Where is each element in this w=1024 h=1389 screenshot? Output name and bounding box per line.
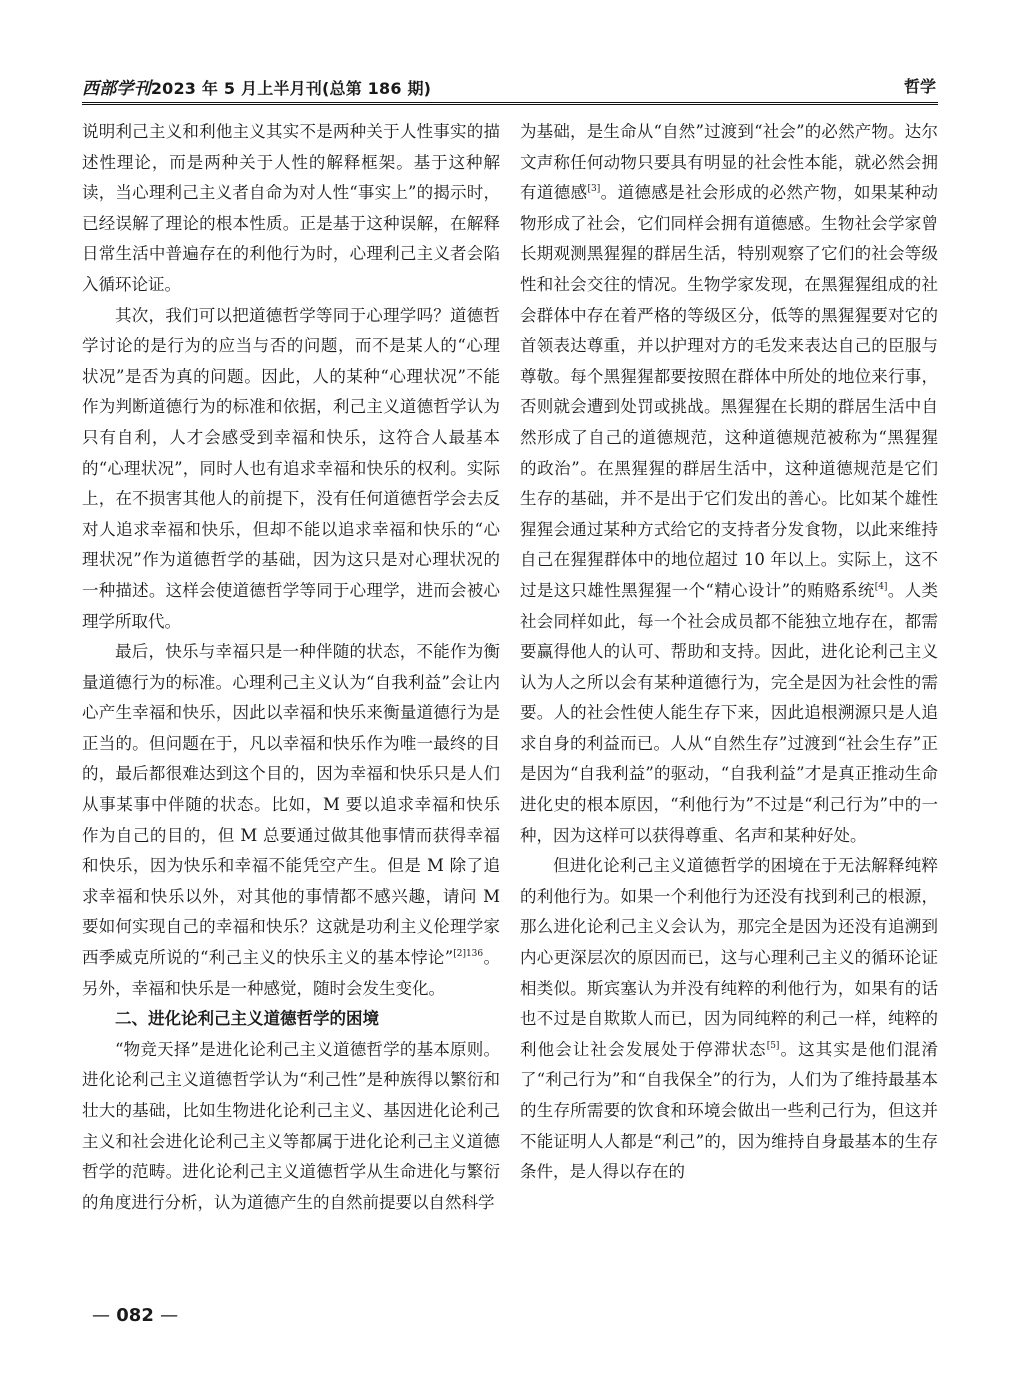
journal-issue-line bbox=[82, 74, 431, 99]
issue-info: 2023 年 5 月上半月刊(总第 186 期) bbox=[150, 79, 432, 98]
paragraph: “物竞天择”是进化论利己主义道德哲学的基本原则。进化论利己主义道德哲学认为“利己性”是种族得以繁衍和壮大的基础，比如生物进化论利己主义、基因进化论利己主义和社会进化论利己主义等都属于进化论利己主义道德哲学的范畴。进化论利己主义道德哲学从生命进化与繁衍的角度进行分析，认为道德产生的自然前提要以自然科学 bbox=[82, 1039, 500, 1212]
citation-mark: [5] bbox=[766, 1040, 780, 1051]
section-heading: 二、进化论利己主义道德哲学的困境 bbox=[115, 1009, 379, 1029]
paragraph: 其次，我们可以把道德哲学等同于心理学吗？道德哲学讨论的是行为的应当与否的问题，而不是某人的“心理状况”是否为真的问题。因此，人的某种“心理状况”不能作为判断道德行为的标准和依据，利己主义道德哲学认为只有自利，人才会感受到幸福和快乐，这符合人最基本的“心理状况”，同时人也有追求幸福和快乐的权利。实际上，在不损害其他人的前提下，没有任何道德哲学会去反对人追求幸福和快乐，但却不能以追求幸福和快乐的“心理状况”作为道德哲学的基础，因为这只是对心理状况的一种描述。这样会使道德哲学等同于心理学，进而会被心理学所取代。 bbox=[82, 305, 500, 631]
page-number-footer bbox=[92, 1305, 178, 1326]
page-number: 082 bbox=[116, 1305, 154, 1326]
footer-dash: — bbox=[92, 1305, 110, 1326]
citation-mark: [4] bbox=[874, 581, 888, 592]
running-header bbox=[82, 70, 938, 105]
paragraph-text: 最后，快乐与幸福只是一种伴随的状态，不能作为衡量道德行为的标准。心理利己主义认为“自我利益”会让内心产生幸福和快乐，因此以幸福和快乐来衡量道德行为是正当的。但问题在于，凡以幸福和快乐作为唯一最终的目的，最后都很难达到这个目的，因为幸福和快乐只是人们从事某事中伴随的状态。比如，M 要以追求幸福和快乐作为自己的目的，但 M 总要通过做其他事情而获得幸福和快乐，因为快乐和幸福不能凭空产生。但是 M 除了追求幸福和快乐以外，对其他的事情都不感兴趣，请问 M 要如何实现自己的幸福和快乐？这就是功利主义伦理学家西季威克所说的“利己主义的快乐主义的基本悖论” bbox=[82, 642, 500, 968]
paragraph-text: 为基础，是生命从“自然”过渡到“社会”的必然产物。达尔文声称任何动物只要具有明显的社会性本能，就必然会拥有道德感 bbox=[520, 122, 938, 203]
footer-dash: — bbox=[160, 1305, 179, 1326]
paragraph-text: 。道德感是社会形成的必然产物，如果某种动物形成了社会，它们同样会拥有道德感。生物社会学家曾长期观测黑猩猩的群居生活，特别观察了它们的社会等级性和社会交往的情况。生物学家发现，在黑猩猩组成的社会群体中存在着严格的等级区分，低等的黑猩猩要对它的首领表达尊重，并以护理对方的毛发来表达自己的臣服与尊敬。每个黑猩猩都要按照在群体中所处的地位来行事，否则就会遭到处罚或挑战。黑猩猩在长期的群居生活中自然形成了自己的道德规范，这种道德规范被称为“黑猩猩的政治”。在黑猩猩的群居生活中，这种道德规范是它们生存的基础，并不是出于它们发出的善心。比如某个雄性猩猩会通过某种方式给它的支持者分发食物，以此来维持自己在猩猩群体中的地位超过 10 年以上。实际上，这不过是这只雄性黑猩猩一个“精心设计”的贿赂系统 bbox=[520, 183, 939, 600]
paragraph bbox=[520, 851, 938, 1188]
paragraph-text: 。这其实是他们混淆了“利己行为”和“自我保全”的行为，人们为了维持最基本的生存所需要的饮食和环境会做出一些利己行为，但这并不能证明人人都是“利己”的，因为维持自身最基本的生存条件，是人得以存在的 bbox=[520, 1039, 939, 1182]
right-column bbox=[520, 117, 938, 1188]
paragraph-text: 但进化论利己主义道德哲学的困境在于无法解释纯粹的利他行为。如果一个利他行为还没有找到利己的根源，那么进化论利己主义会认为，那完全是因为还没有追溯到内心更深层次的原因而已，这与心理利己主义的循环论证相类似。斯宾塞认为并没有纯粹的利他行为，如果有的话也不过是自欺欺人而已，因为同纯粹的利己一样，纯粹的利他会让社会发展处于停滞状态 bbox=[520, 856, 938, 1059]
section-label: 哲学 bbox=[903, 77, 936, 96]
citation-mark: [2]136 bbox=[453, 949, 484, 960]
citation-mark: [3] bbox=[587, 184, 601, 195]
paragraph bbox=[520, 117, 938, 851]
paragraph-text: 。另外，幸福和快乐是一种感觉，随时会发生变化。 bbox=[82, 948, 500, 998]
left-column bbox=[82, 117, 500, 1218]
paragraph bbox=[82, 637, 500, 1004]
paragraph-text: 。人类社会同样如此，每一个社会成员都不能独立地存在，都需要赢得他人的认可、帮助和支持。因此，进化论利己主义认为人之所以会有某种道德行为，完全是因为社会性的需要。人的社会性使人能生存下来，因此追根溯源只是人追求自身的利益而已。人从“自然生存”过渡到“社会生存”正是因为“自我利益”的驱动，“自我利益”才是真正推动生命进化史的根本原因，“利他行为”不过是“利己行为”中的一种，因为这样可以获得尊重、名声和某种好处。 bbox=[520, 580, 939, 845]
journal-logo: 西部学刊 bbox=[82, 79, 151, 99]
paragraph: 说明利己主义和利他主义其实不是两种关于人性事实的描述性理论，而是两种关于人性的解释框架。基于这种解读，当心理利己主义者自命为对人性“事实上”的揭示时，已经误解了理论的根本性质。正是基于这种误解，在解释日常生活中普遍存在的利他行为时，心理利己主义者会陷入循环论证。 bbox=[82, 122, 500, 294]
